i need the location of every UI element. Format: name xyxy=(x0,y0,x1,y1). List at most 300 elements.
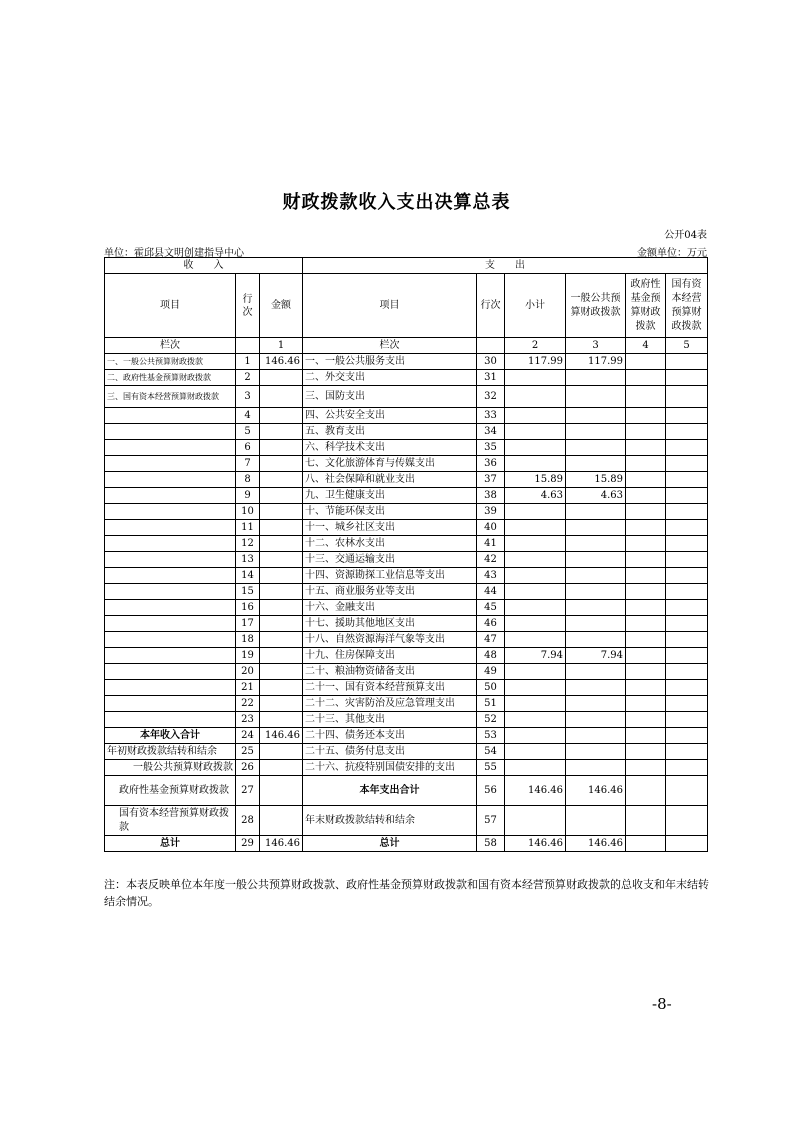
gov-fund-cell xyxy=(626,520,666,536)
general-budget-cell xyxy=(566,632,626,648)
table-row xyxy=(105,440,708,456)
income-amount-cell xyxy=(260,760,303,776)
expense-item-cell: 总计 xyxy=(303,836,477,852)
gov-fund-cell xyxy=(626,806,666,836)
subtotal-cell xyxy=(505,504,566,520)
income-amount-cell xyxy=(260,776,303,806)
page-title: 财政拨款收入支出决算总表 xyxy=(282,192,511,213)
income-line-cell: 24 xyxy=(236,728,260,744)
subtotal-cell: 117.99 xyxy=(505,354,566,370)
subtotal-cell xyxy=(505,568,566,584)
income-item-cell: 总计 xyxy=(105,836,236,852)
gov-fund-cell xyxy=(626,616,666,632)
income-line-cell: 21 xyxy=(236,680,260,696)
income-item-cell xyxy=(105,456,236,472)
expense-item-cell: 二、外交支出 xyxy=(303,370,477,386)
expense-item-cell: 二十五、债务付息支出 xyxy=(303,744,477,760)
table-row xyxy=(105,776,708,806)
expense-line-cell: 31 xyxy=(477,370,505,386)
gov-fund-cell xyxy=(626,536,666,552)
subtotal-cell xyxy=(505,584,566,600)
expense-item-cell: 十六、金融支出 xyxy=(303,600,477,616)
income-item-cell: 三、国有资本经营预算财政拨款 xyxy=(105,386,236,408)
income-amount-cell xyxy=(260,632,303,648)
expense-line-cell: 46 xyxy=(477,616,505,632)
income-line-cell: 11 xyxy=(236,520,260,536)
general-budget-cell: 117.99 xyxy=(566,354,626,370)
general-budget-cell xyxy=(566,728,626,744)
income-amount-cell xyxy=(260,472,303,488)
subtotal-cell xyxy=(505,408,566,424)
gov-fund-cell xyxy=(626,386,666,408)
general-budget-cell xyxy=(566,600,626,616)
table-row xyxy=(105,370,708,386)
general-budget-cell xyxy=(566,568,626,584)
income-item-header: 项目 xyxy=(105,274,236,338)
gov-fund-cell xyxy=(626,664,666,680)
expense-item-cell: 四、公共安全支出 xyxy=(303,408,477,424)
income-amount-cell xyxy=(260,600,303,616)
expense-line-cell: 34 xyxy=(477,424,505,440)
general-budget-cell xyxy=(566,552,626,568)
income-amount-cell xyxy=(260,680,303,696)
income-amount-cell xyxy=(260,616,303,632)
gov-fund-cell xyxy=(626,354,666,370)
col-label: 栏次 xyxy=(105,338,236,354)
income-item-cell xyxy=(105,488,236,504)
table-row xyxy=(105,744,708,760)
state-capital-cell xyxy=(666,664,708,680)
expense-item-header: 项目 xyxy=(303,274,477,338)
subtotal-cell xyxy=(505,616,566,632)
income-line-cell: 23 xyxy=(236,712,260,728)
col-index-5: 5 xyxy=(666,338,708,354)
expense-line-cell: 57 xyxy=(477,806,505,836)
state-capital-cell xyxy=(666,424,708,440)
general-budget-cell xyxy=(566,760,626,776)
expense-line-cell: 35 xyxy=(477,440,505,456)
gov-fund-cell xyxy=(626,408,666,424)
income-line-cell: 28 xyxy=(236,806,260,836)
table-body xyxy=(105,258,708,852)
budget-table xyxy=(104,257,708,852)
expense-line-cell: 45 xyxy=(477,600,505,616)
subtotal-cell xyxy=(505,456,566,472)
table-row xyxy=(105,472,708,488)
expense-line-cell: 51 xyxy=(477,696,505,712)
expense-line-cell: 33 xyxy=(477,408,505,424)
state-capital-cell xyxy=(666,680,708,696)
general-budget-cell xyxy=(566,386,626,408)
income-amount-cell xyxy=(260,488,303,504)
income-item-cell xyxy=(105,504,236,520)
expense-item-cell: 十九、住房保障支出 xyxy=(303,648,477,664)
income-item-cell xyxy=(105,472,236,488)
expense-item-cell: 十五、商业服务业等支出 xyxy=(303,584,477,600)
subtotal-header: 小计 xyxy=(505,274,566,338)
income-amount-cell xyxy=(260,712,303,728)
state-capital-cell xyxy=(666,568,708,584)
gov-fund-cell xyxy=(626,440,666,456)
income-line-cell: 3 xyxy=(236,386,260,408)
expense-item-cell: 二十一、国有资本经营预算支出 xyxy=(303,680,477,696)
income-item-cell: 本年收入合计 xyxy=(105,728,236,744)
subtotal-cell xyxy=(505,680,566,696)
general-budget-cell xyxy=(566,504,626,520)
state-capital-cell xyxy=(666,440,708,456)
table-row xyxy=(105,806,708,836)
expense-item-cell: 六、科学技术支出 xyxy=(303,440,477,456)
income-line-cell: 27 xyxy=(236,776,260,806)
income-item-cell xyxy=(105,568,236,584)
gov-fund-cell xyxy=(626,776,666,806)
expense-item-cell: 十四、资源勘探工业信息等支出 xyxy=(303,568,477,584)
general-budget-cell: 7.94 xyxy=(566,648,626,664)
expense-item-cell: 二十六、抗疫特别国债安排的支出 xyxy=(303,760,477,776)
expense-item-cell: 本年支出合计 xyxy=(303,776,477,806)
income-item-cell: 年初财政拨款结转和结余 xyxy=(105,744,236,760)
table-row xyxy=(105,728,708,744)
form-code: 公开04表 xyxy=(664,230,707,241)
column-index-row xyxy=(105,338,708,354)
subtotal-cell xyxy=(505,600,566,616)
general-budget-cell xyxy=(566,584,626,600)
gov-fund-cell xyxy=(626,760,666,776)
subtotal-cell: 15.89 xyxy=(505,472,566,488)
expense-item-cell: 三、国防支出 xyxy=(303,386,477,408)
general-budget-cell xyxy=(566,370,626,386)
expense-item-cell: 十八、自然资源海洋气象等支出 xyxy=(303,632,477,648)
expense-item-cell: 五、教育支出 xyxy=(303,424,477,440)
income-header: 收 入 xyxy=(105,258,303,274)
state-capital-cell xyxy=(666,712,708,728)
expense-line-cell: 49 xyxy=(477,664,505,680)
income-line-header: 行次 xyxy=(236,274,260,338)
expense-line-cell: 47 xyxy=(477,632,505,648)
expense-item-cell: 十三、交通运输支出 xyxy=(303,552,477,568)
table-row xyxy=(105,568,708,584)
general-budget-cell xyxy=(566,664,626,680)
income-item-cell xyxy=(105,520,236,536)
state-capital-cell xyxy=(666,552,708,568)
subtotal-cell xyxy=(505,424,566,440)
expense-line-cell: 38 xyxy=(477,488,505,504)
subtotal-cell: 7.94 xyxy=(505,648,566,664)
income-amount-header: 金额 xyxy=(260,274,303,338)
subtotal-cell xyxy=(505,632,566,648)
expense-line-cell: 40 xyxy=(477,520,505,536)
footnote: 注：本表反映单位本年度一般公共预算财政拨款、政府性基金预算财政拨款和国有资本经营预算财政拨款的总收支和年末结转结余情况。 xyxy=(104,878,709,908)
income-line-cell: 6 xyxy=(236,440,260,456)
income-line-cell: 13 xyxy=(236,552,260,568)
expense-item-cell: 二十三、其他支出 xyxy=(303,712,477,728)
expense-item-cell: 九、卫生健康支出 xyxy=(303,488,477,504)
col-index-2: 2 xyxy=(505,338,566,354)
expense-line-cell: 48 xyxy=(477,648,505,664)
expense-line-cell: 30 xyxy=(477,354,505,370)
state-capital-cell xyxy=(666,488,708,504)
income-amount-cell xyxy=(260,440,303,456)
header-row-columns xyxy=(105,274,708,338)
income-item-cell xyxy=(105,616,236,632)
gov-fund-cell xyxy=(626,728,666,744)
general-budget-cell xyxy=(566,424,626,440)
subtotal-cell xyxy=(505,744,566,760)
state-capital-cell xyxy=(666,648,708,664)
state-capital-cell xyxy=(666,408,708,424)
general-budget-cell xyxy=(566,408,626,424)
subtotal-cell: 146.46 xyxy=(505,836,566,852)
expense-item-cell: 十二、农林水支出 xyxy=(303,536,477,552)
income-item-cell: 国有资本经营预算财政拨款 xyxy=(105,806,236,836)
table-row xyxy=(105,520,708,536)
col-label: 栏次 xyxy=(303,338,477,354)
income-item-cell xyxy=(105,440,236,456)
state-capital-cell xyxy=(666,472,708,488)
income-line-cell: 9 xyxy=(236,488,260,504)
expense-line-cell: 52 xyxy=(477,712,505,728)
income-item-cell: 二、政府性基金预算财政拨款 xyxy=(105,370,236,386)
state-capital-cell xyxy=(666,696,708,712)
income-amount-cell: 146.46 xyxy=(260,354,303,370)
income-amount-cell xyxy=(260,584,303,600)
income-item-cell: 政府性基金预算财政拨款 xyxy=(105,776,236,806)
expense-header: 支 出 xyxy=(303,258,708,274)
income-line-cell: 18 xyxy=(236,632,260,648)
income-line-cell: 4 xyxy=(236,408,260,424)
income-item-cell xyxy=(105,536,236,552)
table-row xyxy=(105,354,708,370)
income-line-cell: 5 xyxy=(236,424,260,440)
state-capital-cell xyxy=(666,584,708,600)
income-line-cell: 10 xyxy=(236,504,260,520)
subtotal-cell xyxy=(505,386,566,408)
money-unit: 金额单位：万元 xyxy=(637,248,707,259)
state-capital-cell xyxy=(666,806,708,836)
table-row xyxy=(105,584,708,600)
state-capital-header: 国有资本经营预算财政拨款 xyxy=(666,274,708,338)
subtotal-cell: 4.63 xyxy=(505,488,566,504)
subtotal-cell xyxy=(505,760,566,776)
subtotal-cell xyxy=(505,440,566,456)
income-line-cell: 7 xyxy=(236,456,260,472)
table-row xyxy=(105,680,708,696)
income-amount-cell xyxy=(260,744,303,760)
income-line-cell: 19 xyxy=(236,648,260,664)
general-budget-cell xyxy=(566,696,626,712)
expense-item-cell: 二十二、灾害防治及应急管理支出 xyxy=(303,696,477,712)
state-capital-cell xyxy=(666,520,708,536)
income-amount-cell xyxy=(260,552,303,568)
state-capital-cell xyxy=(666,616,708,632)
table-row xyxy=(105,536,708,552)
state-capital-cell xyxy=(666,728,708,744)
col-index-3: 3 xyxy=(566,338,626,354)
subtotal-cell xyxy=(505,806,566,836)
expense-item-cell: 七、文化旅游体育与传媒支出 xyxy=(303,456,477,472)
blank-cell xyxy=(236,338,260,354)
income-amount-cell xyxy=(260,370,303,386)
gov-fund-cell xyxy=(626,632,666,648)
general-budget-cell xyxy=(566,440,626,456)
table-row xyxy=(105,408,708,424)
income-item-cell xyxy=(105,424,236,440)
expense-item-cell: 八、社会保障和就业支出 xyxy=(303,472,477,488)
state-capital-cell xyxy=(666,632,708,648)
table-row xyxy=(105,600,708,616)
state-capital-cell xyxy=(666,354,708,370)
gov-fund-cell xyxy=(626,456,666,472)
table-row xyxy=(105,696,708,712)
general-budget-cell: 4.63 xyxy=(566,488,626,504)
table-row xyxy=(105,760,708,776)
income-line-cell: 29 xyxy=(236,836,260,852)
income-item-cell xyxy=(105,584,236,600)
income-line-cell: 1 xyxy=(236,354,260,370)
expense-line-cell: 54 xyxy=(477,744,505,760)
gov-fund-cell xyxy=(626,568,666,584)
income-amount-cell xyxy=(260,386,303,408)
table-row xyxy=(105,712,708,728)
expense-line-cell: 56 xyxy=(477,776,505,806)
general-budget-cell: 15.89 xyxy=(566,472,626,488)
income-item-cell xyxy=(105,648,236,664)
state-capital-cell xyxy=(666,836,708,852)
table-row xyxy=(105,488,708,504)
income-amount-cell xyxy=(260,536,303,552)
state-capital-cell xyxy=(666,370,708,386)
expense-item-cell: 十一、城乡社区支出 xyxy=(303,520,477,536)
income-amount-cell xyxy=(260,568,303,584)
income-line-cell: 20 xyxy=(236,664,260,680)
col-index-1: 1 xyxy=(260,338,303,354)
income-item-cell xyxy=(105,696,236,712)
general-budget-cell xyxy=(566,536,626,552)
general-budget-cell xyxy=(566,806,626,836)
income-item-cell xyxy=(105,680,236,696)
state-capital-cell xyxy=(666,760,708,776)
state-capital-cell xyxy=(666,744,708,760)
expense-line-cell: 50 xyxy=(477,680,505,696)
expense-line-cell: 32 xyxy=(477,386,505,408)
income-line-cell: 12 xyxy=(236,536,260,552)
table-row xyxy=(105,664,708,680)
blank-cell xyxy=(477,338,505,354)
general-budget-cell xyxy=(566,680,626,696)
gov-fund-cell xyxy=(626,712,666,728)
income-amount-cell xyxy=(260,806,303,836)
expense-line-cell: 58 xyxy=(477,836,505,852)
gov-fund-cell xyxy=(626,744,666,760)
income-amount-cell xyxy=(260,520,303,536)
income-amount-cell xyxy=(260,696,303,712)
income-item-cell xyxy=(105,408,236,424)
state-capital-cell xyxy=(666,536,708,552)
income-line-cell: 17 xyxy=(236,616,260,632)
table-row xyxy=(105,616,708,632)
expense-line-cell: 41 xyxy=(477,536,505,552)
income-line-cell: 22 xyxy=(236,696,260,712)
expense-line-cell: 55 xyxy=(477,760,505,776)
expense-item-cell: 十七、援助其他地区支出 xyxy=(303,616,477,632)
subtotal-cell xyxy=(505,664,566,680)
income-amount-cell xyxy=(260,648,303,664)
state-capital-cell xyxy=(666,386,708,408)
general-budget-cell xyxy=(566,616,626,632)
income-item-cell xyxy=(105,600,236,616)
income-amount-cell xyxy=(260,456,303,472)
page-number: -8- xyxy=(652,995,672,1013)
income-amount-cell xyxy=(260,664,303,680)
income-item-cell: 一般公共预算财政拨款 xyxy=(105,760,236,776)
income-line-cell: 15 xyxy=(236,584,260,600)
table-row xyxy=(105,836,708,852)
income-item-cell: 一、一般公共预算财政拨款 xyxy=(105,354,236,370)
gov-fund-cell xyxy=(626,600,666,616)
income-line-cell: 16 xyxy=(236,600,260,616)
income-amount-cell: 146.46 xyxy=(260,728,303,744)
table-row xyxy=(105,504,708,520)
income-amount-cell xyxy=(260,504,303,520)
expense-line-cell: 36 xyxy=(477,456,505,472)
expense-line-cell: 53 xyxy=(477,728,505,744)
table-row xyxy=(105,648,708,664)
income-amount-cell xyxy=(260,408,303,424)
table-row xyxy=(105,386,708,408)
gov-fund-cell xyxy=(626,472,666,488)
general-budget-cell: 146.46 xyxy=(566,836,626,852)
subtotal-cell xyxy=(505,520,566,536)
expense-line-header: 行次 xyxy=(477,274,505,338)
gov-fund-header: 政府性基金预算财政拨款 xyxy=(626,274,666,338)
table-row xyxy=(105,632,708,648)
income-item-cell xyxy=(105,632,236,648)
expense-item-cell: 年末财政拨款结转和结余 xyxy=(303,806,477,836)
subtotal-cell xyxy=(505,552,566,568)
income-item-cell xyxy=(105,664,236,680)
subtotal-cell xyxy=(505,370,566,386)
gov-fund-cell xyxy=(626,504,666,520)
state-capital-cell xyxy=(666,776,708,806)
income-line-cell: 8 xyxy=(236,472,260,488)
expense-item-cell: 二十四、债务还本支出 xyxy=(303,728,477,744)
expense-line-cell: 39 xyxy=(477,504,505,520)
gov-fund-cell xyxy=(626,424,666,440)
subtotal-cell xyxy=(505,712,566,728)
gov-fund-cell xyxy=(626,488,666,504)
subtotal-cell xyxy=(505,696,566,712)
income-item-cell xyxy=(105,712,236,728)
income-line-cell: 2 xyxy=(236,370,260,386)
gov-fund-cell xyxy=(626,370,666,386)
income-item-cell xyxy=(105,552,236,568)
expense-item-cell: 十、节能环保支出 xyxy=(303,504,477,520)
subtotal-cell: 146.46 xyxy=(505,776,566,806)
subtotal-cell xyxy=(505,728,566,744)
general-budget-cell xyxy=(566,744,626,760)
general-budget-header: 一般公共预算财政拨款 xyxy=(566,274,626,338)
income-amount-cell: 146.46 xyxy=(260,836,303,852)
general-budget-cell xyxy=(566,712,626,728)
income-amount-cell xyxy=(260,424,303,440)
unit-label: 单位：霍邱县文明创建指导中心 xyxy=(104,248,244,259)
expense-line-cell: 44 xyxy=(477,584,505,600)
income-line-cell: 25 xyxy=(236,744,260,760)
expense-item-cell: 二十、粮油物资储备支出 xyxy=(303,664,477,680)
gov-fund-cell xyxy=(626,648,666,664)
subtotal-cell xyxy=(505,536,566,552)
expense-line-cell: 43 xyxy=(477,568,505,584)
